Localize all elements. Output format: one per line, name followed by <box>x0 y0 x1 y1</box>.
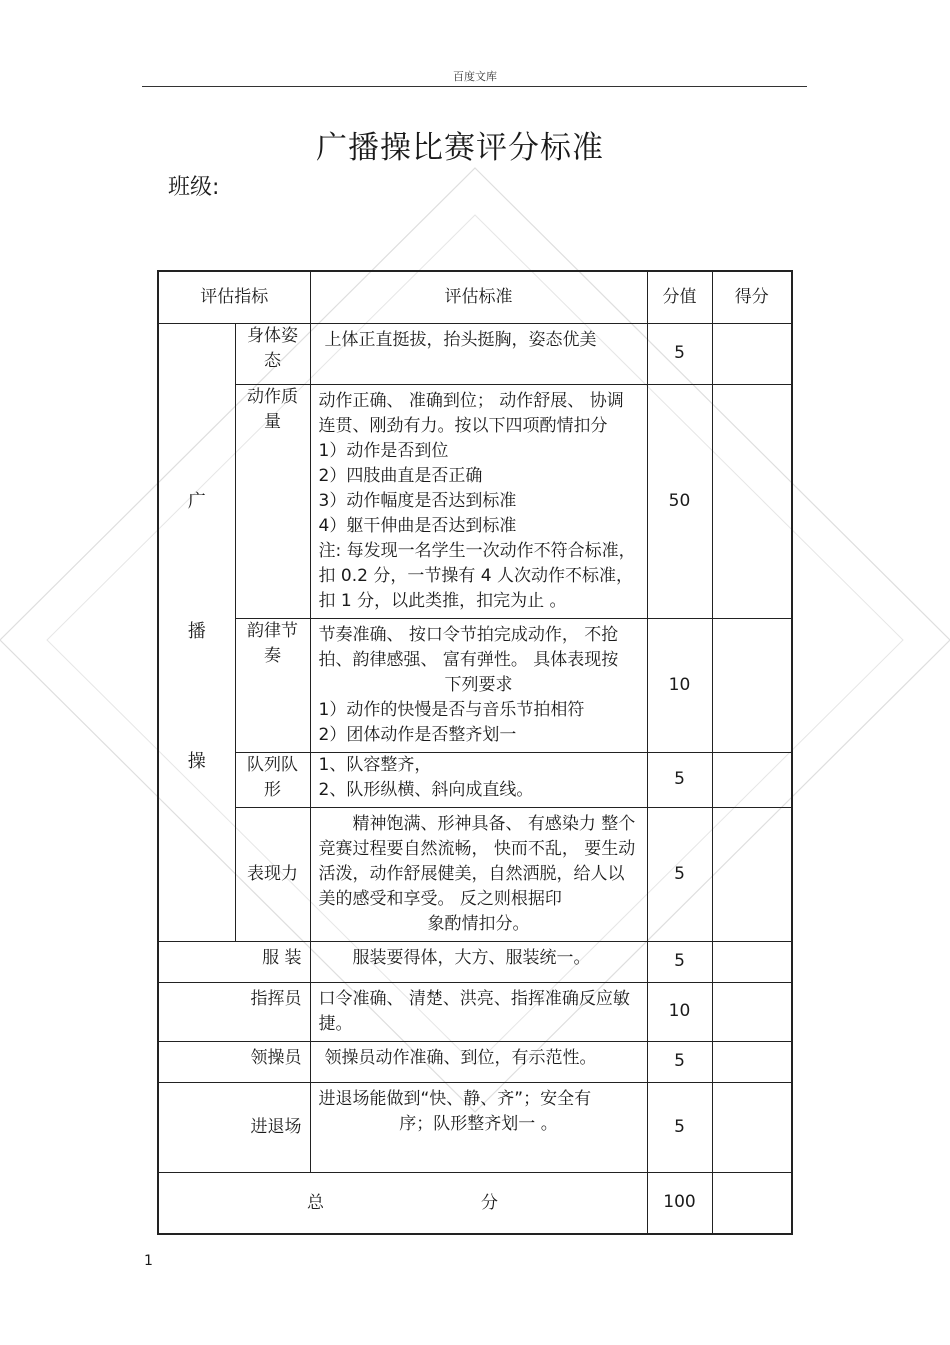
indicator-cell: 进退场 <box>158 1082 310 1172</box>
group-label-cell <box>158 323 235 941</box>
indicator-cell: 韵律节奏 <box>235 618 310 752</box>
points-cell: 5 <box>647 941 712 982</box>
table-row <box>158 384 792 618</box>
table-row <box>158 1082 792 1172</box>
score-cell <box>712 1082 792 1172</box>
criteria-line: 序；队形整齐划一 。 <box>399 1113 558 1134</box>
criteria-cell <box>310 941 647 982</box>
criteria-line: 下列要求 <box>444 674 513 695</box>
criteria-line: 象酌情扣分。 <box>427 913 530 934</box>
table-row <box>158 807 792 941</box>
header-score: 得分 <box>712 271 792 323</box>
criteria-line: 1、队容整齐， <box>318 754 432 775</box>
points-cell: 10 <box>647 982 712 1041</box>
indicator-cell: 身体姿态 <box>235 323 310 384</box>
points-cell: 10 <box>647 618 712 752</box>
class-label: 班级: <box>168 175 220 200</box>
page-number: 1 <box>144 1253 153 1269</box>
header-points: 分值 <box>647 271 712 323</box>
group-char-3: 操 <box>187 751 206 772</box>
indicator-cell: 服 装 <box>158 941 310 982</box>
score-cell <box>712 384 792 618</box>
criteria-cell <box>310 807 647 941</box>
table-row <box>158 1041 792 1082</box>
table-header-row <box>158 271 792 323</box>
score-cell <box>712 618 792 752</box>
indicator-cell: 表现力 <box>235 807 310 941</box>
criteria-line: 1）动作是否到位 <box>318 440 449 461</box>
score-cell <box>712 323 792 384</box>
criteria-cell <box>310 384 647 618</box>
criteria-line: 2）团体动作是否整齐划一 <box>318 724 517 745</box>
criteria-line: 服装要得体，大方、服装统一。 <box>352 947 591 968</box>
total-label-cell <box>158 1172 647 1234</box>
scoring-table <box>157 270 793 1235</box>
criteria-cell <box>310 1041 647 1082</box>
indicator-cell: 指挥员 <box>158 982 310 1041</box>
criteria-line: 领操员动作准确、到位，有示范性。 <box>324 1047 597 1068</box>
criteria-cell <box>310 323 647 384</box>
criteria-line: 1）动作的快慢是否与音乐节拍相符 <box>318 699 585 720</box>
header-indicator: 评估指标 <box>158 271 310 323</box>
total-row <box>158 1172 792 1234</box>
criteria-line: 上体正直挺拔，抬头挺胸，姿态优美 <box>324 329 597 350</box>
indicator-cell: 队列队形 <box>235 752 310 807</box>
points-cell: 5 <box>647 1041 712 1082</box>
header-divider <box>142 86 807 87</box>
table-row <box>158 323 792 384</box>
points-cell: 5 <box>647 323 712 384</box>
header-site-name: 百度文库 <box>453 70 497 83</box>
score-cell <box>712 752 792 807</box>
criteria-line: 3）动作幅度是否达到标准 <box>318 490 517 511</box>
page-title: 广播操比赛评分标准 <box>316 130 604 166</box>
criteria-line: 动作正确、 准确到位； 动作舒展、 协调连贯、刚劲有力。按以下四项酌情扣分 <box>318 390 624 436</box>
criteria-cell <box>310 618 647 752</box>
score-cell <box>712 807 792 941</box>
criteria-cell <box>310 752 647 807</box>
criteria-line: 2、队形纵横、斜向成直线。 <box>318 779 534 800</box>
points-cell: 5 <box>647 807 712 941</box>
total-score-cell <box>712 1172 792 1234</box>
indicator-cell: 领操员 <box>158 1041 310 1082</box>
score-cell <box>712 1041 792 1082</box>
header-criteria: 评估标准 <box>310 271 647 323</box>
points-cell: 5 <box>647 1082 712 1172</box>
criteria-line: 4）躯干伸曲是否达到标准 <box>318 515 517 536</box>
score-cell <box>712 982 792 1041</box>
group-char-1: 广 <box>187 491 206 512</box>
indicator-cell: 动作质量 <box>235 384 310 618</box>
total-label-b: 分 <box>481 1192 498 1213</box>
criteria-note: 注: 每发现一名学生一次动作不符合标准，扣 0.2 分，一节操有 4 人次动作不标准，扣 1 分，以此类推，扣完为止 。 <box>318 540 636 611</box>
criteria-cell <box>310 1082 647 1172</box>
group-char-2: 播 <box>187 621 206 642</box>
criteria-line: 2）四肢曲直是否正确 <box>318 465 483 486</box>
points-cell: 50 <box>647 384 712 618</box>
points-cell: 5 <box>647 752 712 807</box>
criteria-line: 精神饱满、形神具备、 有感染力 整个竞赛过程要自然流畅， 快而不乱， 要生动活泼，动作舒展健美，自然洒脱，给人以美的感受和享受。 反之则根据印 <box>318 813 636 909</box>
table-row <box>158 752 792 807</box>
criteria-line: 进退场能做到“快、静、齐”；安全有 <box>318 1088 592 1109</box>
criteria-cell <box>310 982 647 1041</box>
table-row <box>158 982 792 1041</box>
table-row <box>158 618 792 752</box>
table-row <box>158 941 792 982</box>
total-label-a: 总 <box>307 1192 324 1213</box>
total-points: 100 <box>647 1172 712 1234</box>
criteria-line: 口令准确、 清楚、洪亮、指挥准确反应敏捷。 <box>318 988 630 1034</box>
score-cell <box>712 941 792 982</box>
criteria-line: 节奏准确、 按口令节拍完成动作， 不抢拍、韵律感强、 富有弹性。 具体表现按 <box>318 624 619 670</box>
